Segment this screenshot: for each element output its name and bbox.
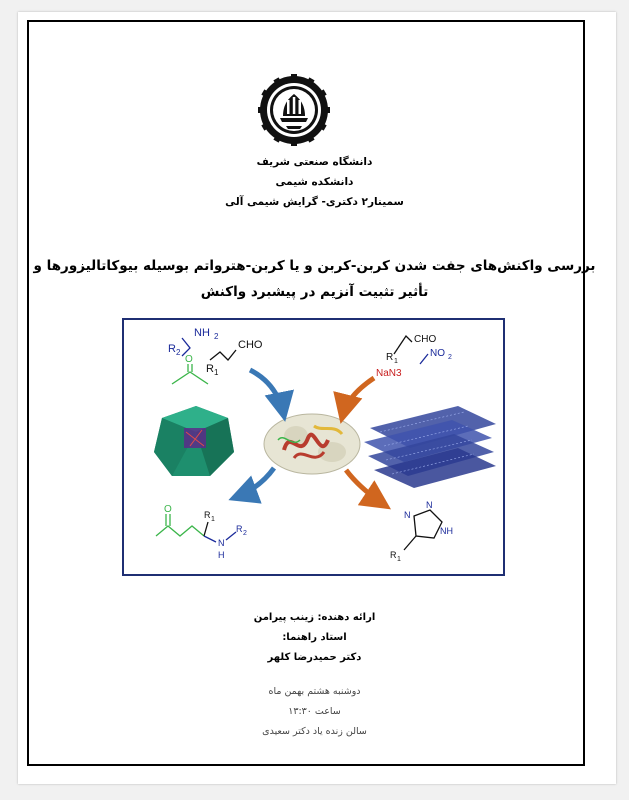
amine-structure [168, 327, 219, 357]
svg-text:R: R [206, 363, 214, 375]
svg-text:R: R [386, 352, 394, 363]
university-name: دانشگاه صنعتی شریف [256, 156, 373, 168]
svg-text:2: 2 [448, 354, 452, 361]
seminar-date: دوشنبه هشتم بهمن ماه [268, 686, 361, 697]
svg-text:R: R [390, 550, 397, 560]
svg-text:2: 2 [243, 530, 247, 537]
mannich-product [156, 504, 247, 560]
advisor-label: استاد راهنما: [282, 632, 347, 643]
graphical-abstract [122, 318, 505, 576]
arrow-in-left [250, 370, 284, 416]
advisor-name: دکتر حمیدرضا کلهر [267, 652, 362, 663]
reaction-scheme [124, 320, 503, 574]
sodium-azide-label: NaN3 [376, 368, 402, 379]
svg-text:R: R [204, 510, 211, 520]
svg-text:CHO: CHO [238, 339, 263, 351]
seminar-label: سمینار۲ دکتری- گرایش شیمی آلی [225, 196, 404, 208]
svg-text:O: O [164, 504, 172, 515]
svg-text:CHO: CHO [414, 334, 437, 345]
svg-text:R: R [168, 343, 176, 355]
nitroalkane-structure [420, 348, 452, 364]
svg-text:2: 2 [176, 348, 181, 357]
svg-text:H: H [218, 550, 225, 560]
svg-text:NH: NH [194, 327, 210, 339]
presenter-name: ارائه دهنده: زینب پیرامن [253, 612, 376, 623]
svg-text:N: N [404, 510, 411, 520]
acetone-structure [172, 354, 208, 384]
seminar-hall: سالن زنده یاد دکتر سعیدی [262, 726, 367, 737]
mof-crystal [154, 406, 234, 476]
svg-text:1: 1 [394, 358, 398, 365]
svg-text:2: 2 [214, 332, 219, 341]
seminar-time: ساعت ۱۳:۳۰ [288, 706, 341, 717]
title-line-1: بررسی واکنش‌های جفت شدن کربن-کربن و یا کربن-هترواتم بوسیله بیوکاتالیزورها و [33, 258, 596, 274]
svg-text:O: O [185, 354, 193, 365]
faculty-name: دانشکده شیمی [275, 176, 354, 188]
triazole-product [390, 500, 453, 563]
graphene-sheets [364, 406, 496, 488]
arrow-out-right [346, 470, 386, 506]
arrow-out-left [234, 468, 274, 498]
svg-text:1: 1 [211, 516, 215, 523]
enzyme-structure [264, 414, 360, 474]
university-logo [258, 74, 330, 146]
svg-text:1: 1 [214, 368, 219, 377]
svg-text:R: R [236, 524, 243, 534]
svg-text:1: 1 [397, 556, 401, 563]
svg-text:NO: NO [430, 348, 445, 359]
arrow-in-right [342, 378, 374, 418]
svg-text:N: N [426, 500, 433, 510]
svg-text:NH: NH [440, 526, 453, 536]
title-line-2: تأثیر تثبیت آنزیم در پیشبرد واکنش [200, 284, 429, 300]
aldehyde-structure-right [386, 334, 436, 365]
svg-text:N: N [218, 538, 225, 548]
